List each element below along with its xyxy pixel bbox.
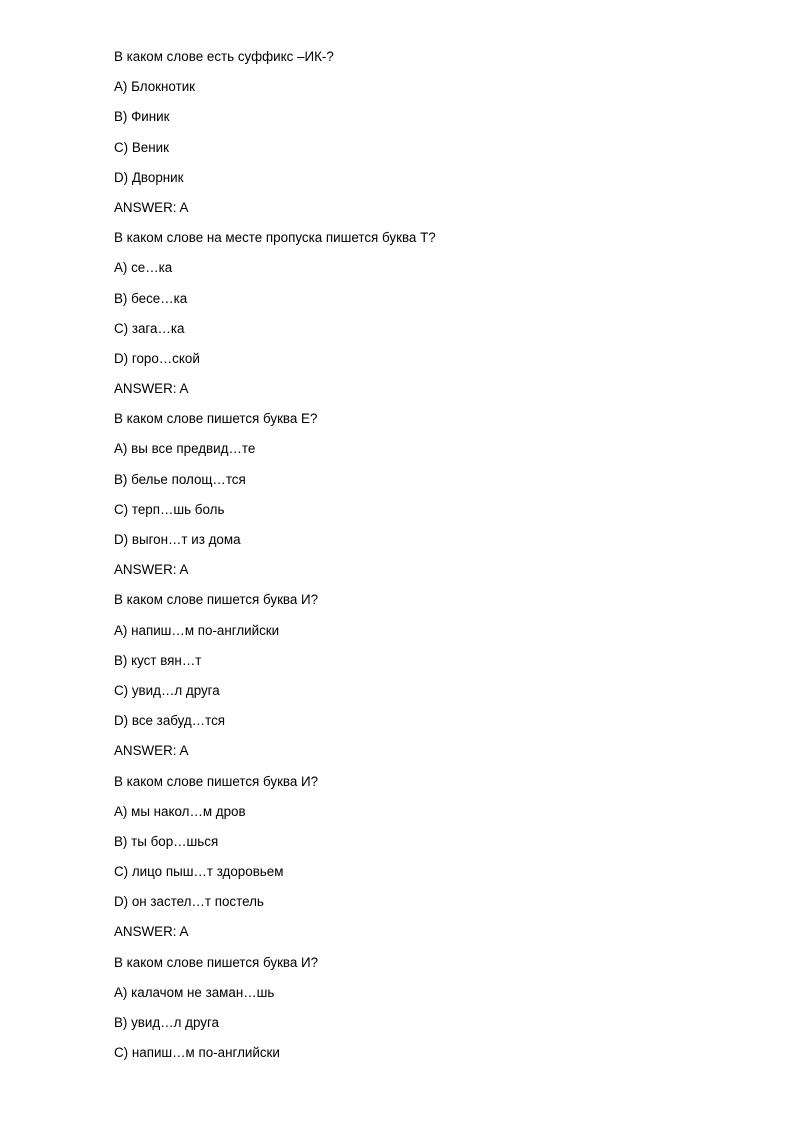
question-4-option-d: D) все забуд…тся — [114, 713, 226, 729]
question-5-option-b: B) ты бор…шься — [114, 833, 219, 849]
question-6-option-a: A) калачом не заман…шь — [114, 984, 275, 1000]
question-4-option-c: C) увид…л друга — [114, 682, 220, 698]
question-4: В каком слове пишется буква И? — [114, 592, 319, 608]
question-5-option-a: A) мы накол…м дров — [114, 803, 246, 819]
quiz-content — [114, 47, 754, 1073]
question-5: В каком слове пишется буква И? — [114, 773, 319, 789]
question-1: В каком слове есть суффикс –ИК-? — [114, 49, 334, 64]
question-3-option-b: B) белье полощ…тся — [114, 471, 246, 487]
question-4-option-a: A) напиш…м по-английски — [114, 622, 280, 638]
question-2: В каком слове на месте пропуска пишется буква Т? — [114, 230, 436, 246]
question-1-option-b: B) Финик — [114, 109, 170, 125]
question-2-option-c: C) зага…ка — [114, 320, 185, 336]
question-6: В каком слове пишется буква И? — [114, 954, 319, 970]
question-2-answer: ANSWER: A — [114, 381, 189, 397]
question-1-option-c: C) Веник — [114, 139, 169, 155]
question-5-option-c: C) лицо пыш…т здоровьем — [114, 864, 284, 880]
question-5-option-d: D) он застел…т постель — [114, 894, 264, 910]
question-1-answer: ANSWER: A — [114, 199, 189, 215]
question-2-option-a: A) се…ка — [114, 260, 173, 276]
question-1-option-a: A) Блокнотик — [114, 79, 196, 95]
question-3-answer: ANSWER: A — [114, 562, 189, 578]
question-3-option-c: C) терп…шь боль — [114, 501, 225, 517]
question-5-answer: ANSWER: A — [114, 924, 189, 940]
question-3-option-a: A) вы все предвид…те — [114, 441, 256, 457]
question-6-option-c: C) напиш…м по-английски — [114, 1045, 280, 1061]
question-6-option-b: B) увид…л друга — [114, 1015, 219, 1030]
question-4-answer: ANSWER: A — [114, 743, 189, 759]
question-2-option-b: B) бесе…ка — [114, 290, 188, 306]
question-3-option-d: D) выгон…т из дома — [114, 532, 241, 547]
question-3: В каком слове пишется буква Е? — [114, 411, 318, 427]
question-1-option-d: D) Дворник — [114, 169, 184, 185]
question-4-option-b: B) куст вян…т — [114, 652, 202, 668]
question-2-option-d: D) горо…ской — [114, 350, 200, 366]
